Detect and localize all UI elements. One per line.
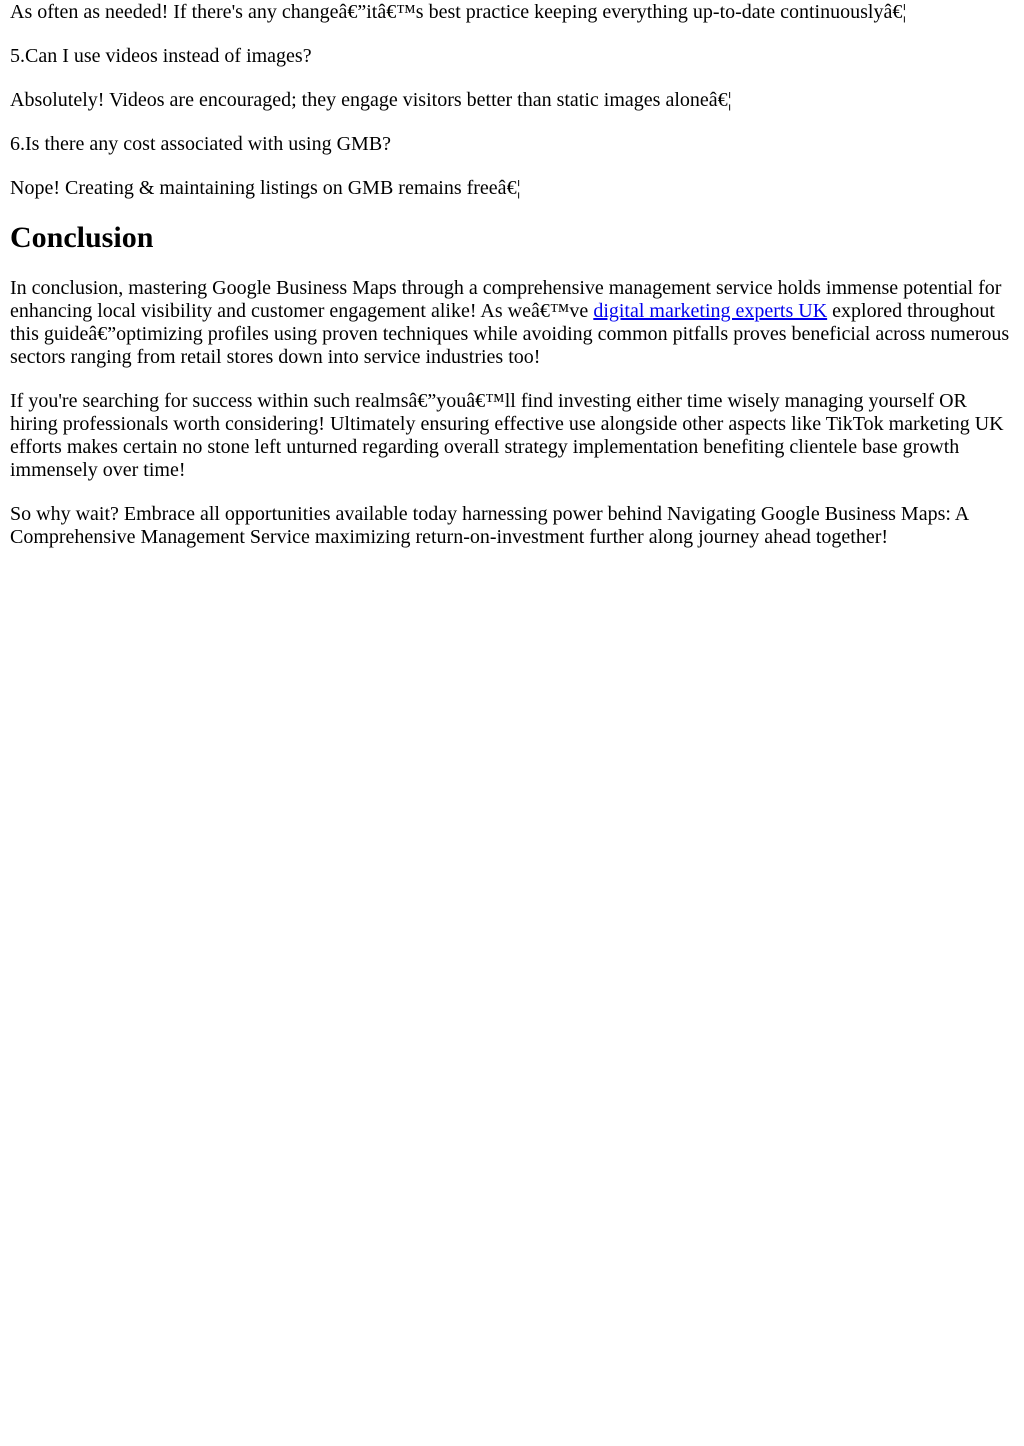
conclusion-paragraph-1-end: explored throughout this guideâ€”optimizing profiles using proven techniques while avoiding common pitfalls proves beneficial across numerous sectors ranging from retail stores down into service industries too! [10, 300, 1010, 368]
conclusion-paragraph-2: If you're searching for success within such realmsâ€”youâ€™ll find investing either time wisely managing yourself OR hiring professionals worth considering! Ultimately ensuring effective use alongside other aspects like TikTok marketing UK efforts makes certain no stone left unturned regarding overall strategy implementation benefiting clientele base growth immensely over time! [10, 390, 1004, 481]
conclusion-heading: Conclusion [10, 221, 154, 254]
conclusion-paragraph-1 [10, 277, 1014, 369]
conclusion-paragraph-1-start: In conclusion, mastering Google Business Maps through a comprehensive management service holds immense potential for enhancing local visibility and customer engagement alike! As weâ€™ve [10, 277, 1002, 322]
faq-answer-5: Absolutely! Videos are encouraged; they engage visitors better than static images aloneâ€¦ [10, 89, 732, 111]
conclusion-paragraph-3: So why wait? Embrace all opportunities available today harnessing power behind Navigating Google Business Maps: A Comprehensive Management Service maximizing return-on-investment further along journey ahead together! [10, 503, 969, 548]
faq-answer-4: As often as needed! If there's any changeâ€”itâ€™s best practice keeping everything up-to-date continuouslyâ€¦ [10, 1, 907, 23]
faq-question-5: 5.Can I use videos instead of images? [10, 45, 312, 67]
digital-marketing-experts-link[interactable]: digital marketing experts UK [593, 300, 828, 322]
faq-answer-6: Nope! Creating & maintaining listings on GMB remains freeâ€¦ [10, 177, 521, 199]
document-page [0, 0, 1024, 549]
faq-question-6: 6.Is there any cost associated with using GMB? [10, 133, 392, 155]
